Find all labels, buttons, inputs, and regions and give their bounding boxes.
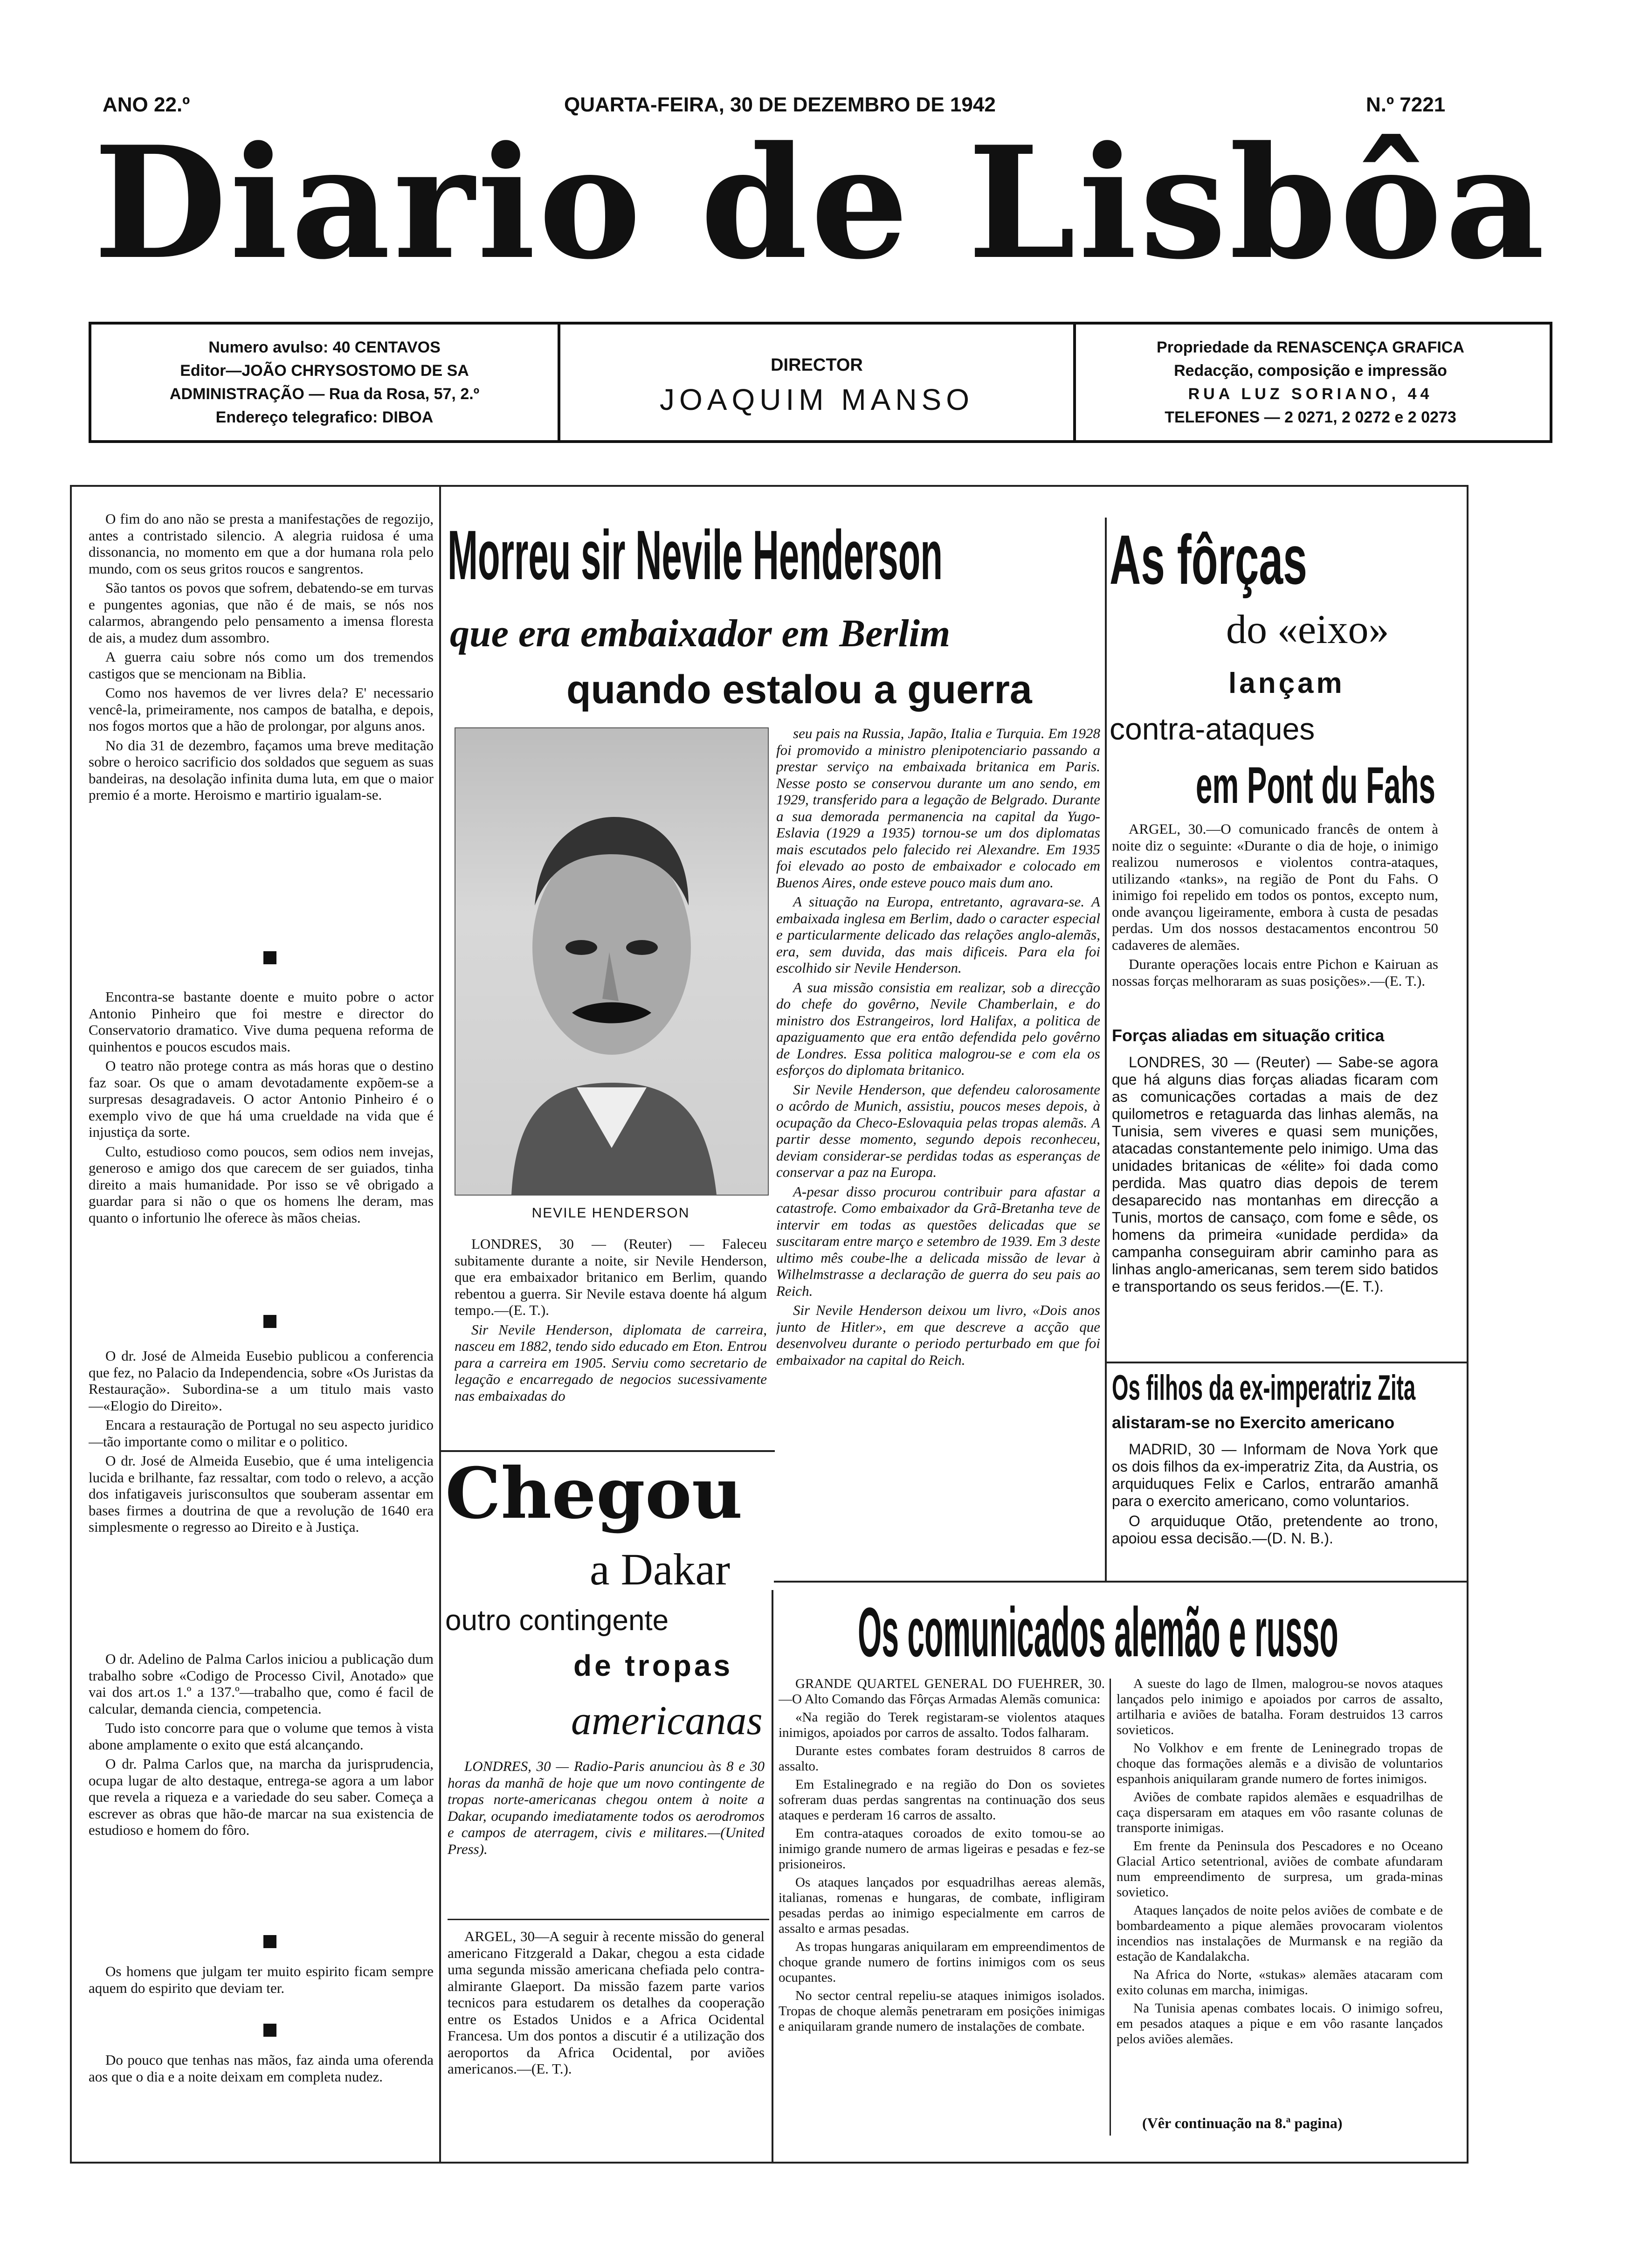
separator-square: [263, 951, 276, 964]
headline-comunicados: Os comunicados alemão e russo: [858, 1593, 1338, 1671]
info-column-left: [91, 325, 558, 440]
headline-americanas: americanas: [571, 1698, 763, 1743]
paragraph: Na Africa do Norte, «stukas» alemães atacaram com exito colunas em marcha, inimigas.: [1117, 1967, 1443, 1998]
paragraph: LONDRES, 30 — Radio-Paris anunciou às 8 e 30 horas da manhã de hoje que um novo contingente de tropas norte-americanas chegou ontem à noite a Dakar, ocupando imediatamente todos os aerodromos e campos de aterragem, civis e militares.—(United Press).: [448, 1758, 765, 1857]
forcas-body: [1112, 821, 1438, 1016]
paragraph: O dr. Adelino de Palma Carlos iniciou a publicação dum trabalho sobre «Codigo de Processo Civil, Anotado» que vai dos art.os 1.º a 137.º—trabalho que, como é facil de calcular, demanda ciencia, competencia.: [89, 1651, 434, 1717]
rule-dakar-inner: [448, 1919, 769, 1920]
subhead-embaixador: que era embaixador em Berlim: [450, 612, 951, 655]
rule-comunicados-top: [774, 1581, 1469, 1583]
headline-henderson: Morreu sir Nevile Henderson: [448, 516, 943, 594]
director-name: JOAQUIM MANSO: [659, 383, 974, 416]
telegraph-line: Endereço telegrafico: DIBOA: [215, 408, 434, 426]
paragraph: Durante estes combates foram destruidos 8 carros de assalto.: [779, 1743, 1105, 1774]
paragraph: Os homens que julgam ter muito espirito ficam sempre aquem do espirito que deviam ter.: [89, 1963, 434, 1996]
paragraph: O dr. Palma Carlos que, na marcha da jurisprudencia, ocupa lugar de alto destaque, entrega-se agora a um labor que revela a riqueza e a variedade do seu saber. Começa a escrever as obras que hão-de marcar na sua existencia de estudioso e homem do fôro.: [89, 1756, 434, 1838]
separator-square: [263, 1315, 276, 1328]
note-palma-carlos: [89, 1651, 434, 1940]
issue-number: N.º 7221: [1366, 93, 1446, 116]
paragraph: O dr. José de Almeida Eusebio, que é uma inteligencia lucida e brilhante, faz ressaltar, com todo o relevo, a acção dos infatigaveis jurisconsultos que souberam assentar em bases firmes a doutrina de que a revolução de 1640 era simplesmente o regresso ao Direito e à Justiça.: [89, 1452, 434, 1535]
column-rule-left: [439, 485, 441, 2164]
redaction-line: Redacção, composição e impressão: [1174, 362, 1447, 380]
property-line: Propriedade da RENASCENÇA GRAFICA: [1157, 339, 1464, 356]
paragraph: A sueste do lago de Ilmen, malogrou-se novos ataques lançados pelo inimigo e apoiados por carros de assalto, artilharia e aviões de batalha. Foram destruidos 13 carros sovieticos.: [1117, 1676, 1443, 1737]
column-rule-bottom: [772, 1590, 773, 2164]
year-label: ANO 22.º: [103, 93, 190, 116]
paragraph: As tropas hungaras aniquilaram em empreendimentos de choque grande numero de fortins inimigos com os seus ocupantes.: [779, 1939, 1105, 1985]
rule-zita-top: [1105, 1362, 1469, 1363]
paragraph: ARGEL, 30.—O comunicado francês de ontem à noite diz o seguinte: «Durante o dia de hoje, o inimigo realizou numerosos e violentos contra-ataques, utilizando «tanks», na região de Pont du Fahs. O inimigo foi repelido em todos os pontos, excepto num, onde avançou ligeiramente, embora à custa de pesadas perdas. Um dos nossos destacamentos encontrou 50 cadaveres de alemães.: [1112, 821, 1438, 953]
paragraph: GRANDE QUARTEL GENERAL DO FUEHRER, 30.—O Alto Comando das Fôrças Armadas Alemãs comunica:: [779, 1676, 1105, 1707]
portrait-illustration: [455, 728, 768, 1195]
headline-lancam: lançam: [1228, 667, 1345, 699]
paragraph: Na Tunisia apenas combates locais. O inimigo sofreu, em pesados ataques a pique e em vôo rasante lançados pelos aviões alemães.: [1117, 2001, 1443, 2047]
paragraph: LONDRES, 30 — (Reuter) — Faleceu subitamente durante a noite, sir Nevile Henderson, que era embaixador britanico em Berlim, quando rebentou a guerra. Sir Nevile estava doente há algum tempo.—(E. T.).: [455, 1236, 767, 1318]
paragraph: São tantos os povos que sofrem, debatendo-se em turvas e pungentes agonias, que não é de mais, se nós nos calarmos, abrangendo pelo pensamento a imensa floresta de ais, a mudez dum assombro.: [89, 580, 434, 646]
headline-as-forcas: As fôrças: [1110, 520, 1307, 599]
paragraph: Os ataques lançados por esquadrilhas aereas alemãs, italianas, romenas e hungaras, de combate, infligiram pesadas perdas ao inimigo especialmente em carros de assalto e armas pesadas.: [779, 1875, 1105, 1936]
paragraph: Como nos havemos de ver livres dela? E' necessario vencê-la, primeiramente, nos campos de batalha, e depois, nos fogos mortos que a hão de prolongar, por alguns anos.: [89, 685, 434, 734]
paragraph: No Volkhov e em frente de Leninegrado tropas de choque das formações alemãs e a divisão de voluntarios espanhois aniquilaram grande numero de fortes inimigos.: [1117, 1741, 1443, 1786]
phones-line: TELEFONES — 2 0271, 2 0272 e 2 0273: [1165, 408, 1456, 426]
paragraph: Do pouco que tenhas nas mãos, faz ainda uma oferenda aos que o dia e a noite deixam em completa nudez.: [89, 2052, 434, 2085]
paragraph: ARGEL, 30—A seguir à recente missão do general americano Fitzgerald a Dakar, chegou a esta cidade uma segunda missão americana chefiada pelo contra-almirante Glaeport. Da missão fazem parte varios tecnicos para estudarem os detalhes da cooperação entre os Estados Unidos e a Africa Ocidental Francesa. Um dos pontos a discutir é a utilização dos aeroportos da Africa Ocidental, por aviões americanos.—(E. T.).: [448, 1928, 765, 2077]
paragraph: O arquiduque Otão, pretendente ao trono, apoiou essa decisão.—(D. N. B.).: [1112, 1513, 1438, 1547]
paragraph: Em frente da Peninsula dos Pescadores e no Oceano Glacial Artico setentrional, aviões de combate afundaram num empreendimento de surpresa, um grada-minas sovietico.: [1117, 1839, 1443, 1900]
separator-square: [263, 2024, 276, 2037]
column-rule-comunicados: [1110, 1679, 1111, 2136]
paragraph: LONDRES, 30 — (Reuter) — Sabe-se agora que há alguns dias forças aliadas ficaram com as comunicações cortadas a mais de dez quilometros e retaguarda das linhas alemãs, na Tunisia, sem viveres e quasi sem munições, atacadas constantemente pelo inimigo. Uma das unidades britanicas de «élite» foi dada como perdida. Mas quatro dias depois de terem desaparecido nas montanhas em direcção a Tunis, mortos de cansaço, com fome e sêde, os homens da primeira «unidade perdida» da campanha conseguiram abrir caminho para as linhas anglo-americanas, sem terem sido batidos e transportando os seus feridos.—(E. T.).: [1112, 1054, 1438, 1295]
paragraph: MADRID, 30 — Informam de Nova York que os dois filhos da ex-imperatriz Zita, da Austria, os arquiduques Felix e Carlos, entrarão amanhã para o exercito americano, como voluntarios.: [1112, 1441, 1438, 1509]
column-rule-right: [1105, 518, 1107, 1581]
henderson-body-part2: [776, 725, 1100, 1578]
aphorism-oferenda: [89, 2052, 434, 2108]
rule-dakar-top: [439, 1450, 775, 1452]
separator-square: [263, 1935, 276, 1948]
paragraph: Sir Nevile Henderson, diplomata de carreira, nasceu em 1882, tendo sido educado em Eton. Entrou para a carreira em 1905. Serviu como secretario de legação e encarregado de negocios sucessivamente nas embaixadas do: [455, 1321, 767, 1404]
dakar-body-radio-paris: [448, 1758, 765, 1907]
headline-filhos-zita: Os filhos da ex-imperatriz Zita: [1112, 1368, 1416, 1408]
paragraph: Durante operações locais entre Pichon e Kairuan as nossas forças melhoraram as suas posições».—(E. T.).: [1112, 956, 1438, 989]
paragraph: A situação na Europa, entretanto, agravara-se. A embaixada inglesa em Berlim, dado o caracter especial e particularmente delicado das relações anglo-alemãs, era, sem duvida, das mais dificeis. Para ela foi escolhido sir Nevile Henderson.: [776, 893, 1100, 976]
headline-a-dakar: a Dakar: [590, 1544, 731, 1594]
paragraph: Tudo isto concorre para que o volume que temos à vista abone amplamente o exito que está alcançando.: [89, 1720, 434, 1753]
paragraph: Encontra-se bastante doente e muito pobre o actor Antonio Pinheiro que foi mestre e director do Conservatorio dramatico. Vive duma pequena reforma de quinhentos e poucos escudos mais.: [89, 989, 434, 1055]
headline-do-eixo: do «eixo»: [1226, 607, 1389, 652]
note-antonio-pinheiro: [89, 989, 434, 1287]
paragraph: «Na região do Terek registaram-se violentos ataques inimigos, apoiados por carros de assalto. Todos falharam.: [779, 1710, 1105, 1740]
henderson-body-part1: [455, 1236, 767, 1441]
paragraph: No sector central repeliu-se ataques inimigos isolados. Tropas de choque alemãs penetraram em posições inimigas e aniquilaram grande numero de instalações de combate.: [779, 1988, 1105, 2034]
continued-notice: (Vêr continuação na 8.ª pagina): [1142, 2115, 1343, 2131]
zita-body: [1112, 1441, 1438, 1581]
masthead-title: Diario de Lisbôa: [93, 112, 1548, 293]
info-column-right: [1070, 325, 1551, 440]
issue-date: QUARTA-FEIRA, 30 DE DEZEMBRO DE 1942: [564, 93, 996, 116]
paragraph: O teatro não protege contra as más horas que o destino faz soar. Os que o amam devotadamente expõem-se a surpresas desagradaveis. O actor Antonio Pinheiro é o exemplo vivo de que há uma crueldade na vida que é injustiça da sorte.: [89, 1058, 434, 1140]
portrait-nevile-henderson: [455, 727, 769, 1196]
headline-outro-contingente: outro contingente: [445, 1604, 669, 1637]
editor-line: Editor—JOÃO CHRYSOSTOMO DE SA: [180, 362, 469, 380]
headline-chegou: Chegou: [445, 1452, 743, 1535]
dakar-body-argel: [448, 1928, 765, 2147]
subhead-forcas-aliadas: Forças aliadas em situação critica: [1112, 1026, 1385, 1045]
subhead-guerra: quando estalou a guerra: [566, 667, 1032, 712]
portrait-caption: NEVILE HENDERSON: [531, 1205, 690, 1221]
director-label: DIRECTOR: [771, 355, 863, 375]
administration-line: ADMINISTRAÇÃO — Rua da Rosa, 57, 2.º: [169, 385, 480, 403]
headline-contra-ataques: contra-ataques: [1110, 712, 1315, 746]
note-almeida-eusebio: [89, 1348, 434, 1613]
paragraph: Sir Nevile Henderson deixou um livro, «Dois anos junto de Hitler», em que descreve a acção que desenvolveu durante o periodo perturbado em que foi embaixador na capital do Reich.: [776, 1302, 1100, 1368]
subhead-alistaram: alistaram-se no Exercito americano: [1112, 1413, 1395, 1432]
comunicados-body-continuacao: [1117, 1676, 1443, 2105]
paragraph: Encara a restauração de Portugal no seu aspecto juridico—tão importante como o militar e o politico.: [89, 1417, 434, 1450]
aphorism-espirito: [89, 1963, 434, 2019]
paragraph: Sir Nevile Henderson, que defendeu calorosamente o acôrdo de Munich, assistiu, poucos meses depois, à ocupação da Checo-Eslovaquia pelas tropas alemãs. A partir desse momento, segundo depois reconheceu, deviam considerar-se perdidas todas as esperanças de conservar a paz na Europa.: [776, 1081, 1100, 1180]
price-line: Numero avulso: 40 CENTAVOS: [208, 339, 441, 356]
headline-de-tropas: de tropas: [573, 1649, 733, 1682]
forcas-aliadas-body: [1112, 1054, 1438, 1352]
paragraph: O fim do ano não se presta a manifestações de regozijo, antes a contristado silencio. A alegria ruidosa é uma dissonancia, no momento em que a dor humana rola pelo mundo, com os seus gritos roucos e sangrentos.: [89, 511, 434, 577]
editorial-fim-do-ano: [89, 511, 434, 912]
paragraph: A-pesar disso procurou contribuir para afastar a catastrofe. Como embaixador da Grã-Bretanha teve de intervir em todas as questões delicadas que se suscitaram entre março e setembro de 1939. Em 3 deste ultimo mês coube-lhe a delicada missão de levar à Wilhelmstrasse a declaração de guerra do seu pais ao Reich.: [776, 1183, 1100, 1299]
paragraph: Ataques lançados de noite pelos aviões de combate e de bombardeamento a pique alemães provocaram violentos incendios nas instalações de Murmansk e na região da estação de Kandalakcha.: [1117, 1903, 1443, 1964]
address-line: RUA LUZ SORIANO, 44: [1188, 385, 1433, 403]
paragraph: Aviões de combate rapidos alemães e esquadrilhas de caça dispersaram em ataques em vôo rasante colunas de transporte inimigas.: [1117, 1790, 1443, 1835]
paragraph: seu pais na Russia, Japão, Italia e Turquia. Em 1928 foi promovido a ministro plenipotenciario passando a prestar serviço na embaixada britanica em Paris. Nesse posto se conservou durante um ano sendo, em 1929, transferido para a legação de Belgrado. Durante a sua demorada permanencia na capital da Yugo-Eslavia (1929 a 1935) tornou-se um dos diplomatas mais escutados pelo falecido rei Alexandre. Em 1935 foi elevado ao posto de embaixador e colocado em Buenos Aires, onde esteve pouco mais dum ano.: [776, 725, 1100, 891]
publisher-info-box: [89, 322, 1552, 443]
comunicados-body-alemao: [779, 1676, 1105, 2147]
paragraph: Em contra-ataques coroados de exito tomou-se ao inimigo grande numero de armas ligeiras e pesadas e fez-se prisioneiros.: [779, 1826, 1105, 1872]
paragraph: O dr. José de Almeida Eusebio publicou a conferencia que fez, no Palacio da Independencia, sobre «Os Juristas da Restauração». Subordina-se a um titulo mais vasto—«Elogio do Direito».: [89, 1348, 434, 1414]
paragraph: No dia 31 de dezembro, façamos uma breve meditação sobre o heroico sacrificio dos soldados que seguem as suas bandeiras, na desolação infinita duma luta, em que o maior premio é a morte. Heroismo e martirio igualam-se.: [89, 737, 434, 803]
paragraph: Em Estalinegrado e na região do Don os sovietes sofreram duas perdas sangrentas na continuação dos seus ataques e perderam 16 carros de assalto.: [779, 1777, 1105, 1823]
paragraph: A guerra caiu sobre nós como um dos tremendos castigos que se mencionam na Biblia.: [89, 649, 434, 682]
paragraph: Culto, estudioso como poucos, sem odios nem invejas, generoso e amigo dos que carecem de ser guiados, tinha direito a mais humanidade. Por isso se vê obrigado a guardar para si não o que os homens lhe deram, mas quanto o infortunio lhe oferece às mãos cheias.: [89, 1143, 434, 1226]
paragraph: A sua missão consistia em realizar, sob a direcção do chefe do govêrno, Nevile Chamberlain, e do ministro dos Estrangeiros, lord Halifax, a politica de apaziguamento que era então defendida pelo govêrno de Londres. Essa politica malogrou-se e com ela os esforços do diplomata britanico.: [776, 979, 1100, 1078]
headline-pont-du-fahs: em Pont du Fahs: [1196, 757, 1435, 814]
info-column-director: [558, 325, 1076, 440]
